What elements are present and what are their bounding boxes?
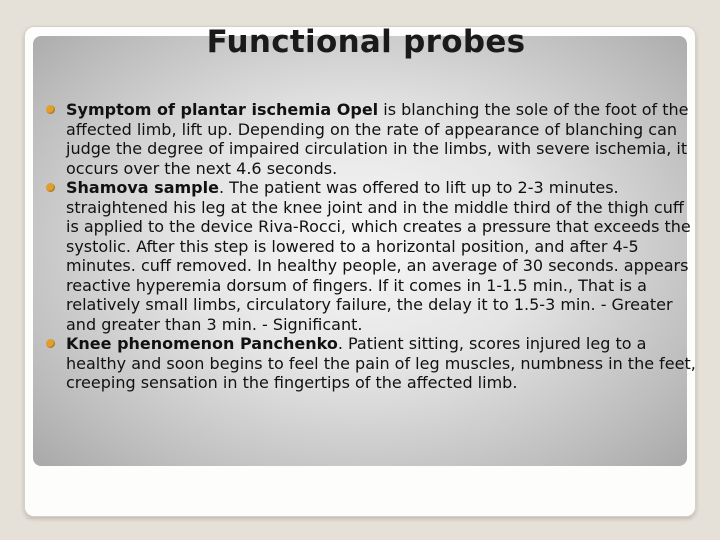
bullet-dot-icon xyxy=(46,183,55,192)
bullet-item-panchenko xyxy=(46,334,696,393)
slide-title: Functional probes xyxy=(206,24,526,60)
bullet-item-shamova xyxy=(46,178,696,334)
bullet-dot-icon xyxy=(46,105,55,114)
bullet-dot-icon xyxy=(46,339,55,348)
bullet-text: is blanching the sole of the foot of the affected limb, lift up. Depending on the rate of appearance of blanching can judge the degree of impaired circulation in the limbs, with severe ischemia, it occurs over the next 4.6 seconds. xyxy=(66,100,689,178)
bullet-list xyxy=(46,100,696,393)
bullet-text: . The patient was offered to lift up to 2-3 minutes. straightened his leg at the knee joint and in the middle third of the thigh cuff is applied to the device Riva-Rocci, which creates a pressure that exceeds the systolic. After this step is lowered to a horizontal position, and after 4-5 minutes. cuff removed. In healthy people, an average of 30 seconds. appears reactive hyperemia dorsum of fingers. If it comes in 1-1.5 min., That is a relatively small limbs, circulatory failure, the delay it to 1.5-3 min. - Greater and greater than 3 min. - Significant. xyxy=(66,178,691,334)
bullet-term: Shamova sample xyxy=(66,178,219,197)
bullet-term: Knee phenomenon Panchenko xyxy=(66,334,338,353)
bottom-divider xyxy=(26,518,692,519)
bullet-term: Symptom of plantar ischemia Opel xyxy=(66,100,379,119)
bullet-item-opel xyxy=(46,100,696,178)
bullet-text: . Patient sitting, scores injured leg to a healthy and soon begins to feel the pain of leg muscles, numbness in the feet, creeping sensation in the fingertips of the affected limb. xyxy=(66,334,696,392)
